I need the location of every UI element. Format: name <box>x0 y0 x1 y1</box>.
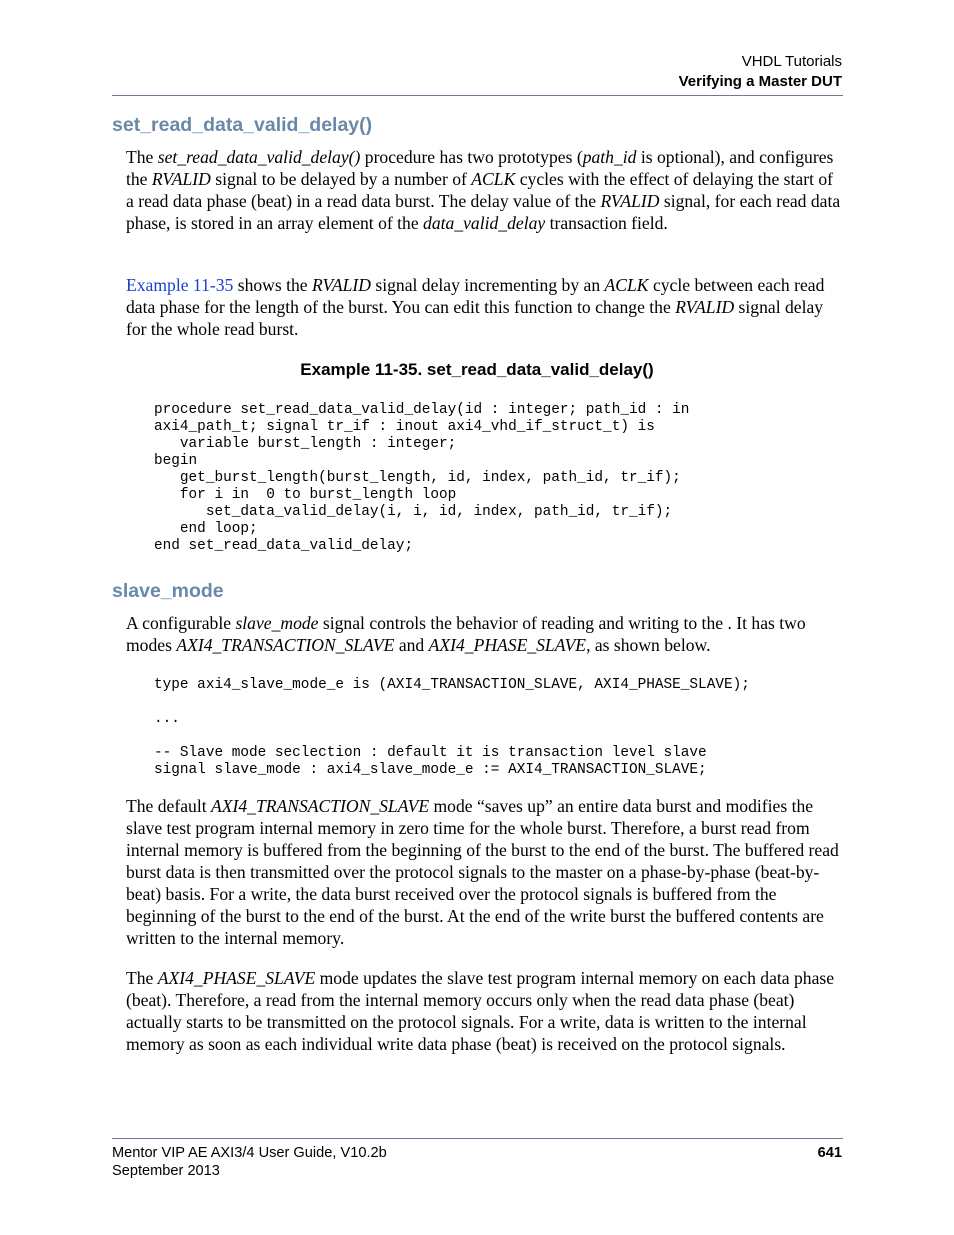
example-title: Example 11-35. set_read_data_valid_delay() <box>300 360 654 379</box>
paragraph-transaction-slave: The default AXI4_TRANSACTION_SLAVE mode “saves up” an entire data burst and modifies the slave test program internal memory in zero time for the whole burst. Therefore, a burst read from internal memory is buffered from the beginning of the burst to the end of the burst. The buffered read burst data is then transmitted over the protocol signals to the master on a phase-by-phase (beat-by-beat) basis. For a write, the data burst received over the protocol signals is buffered from the beginning of the burst to the end of the burst. At the end of the write burst the buffered contents are written to the internal memory. <box>126 796 839 948</box>
header-rule <box>112 95 843 96</box>
footer-rule <box>112 1138 843 1139</box>
page-header <box>679 52 842 92</box>
paragraph-phase-slave: The AXI4_PHASE_SLAVE mode updates the slave test program internal memory on each data phase (beat). Therefore, a read from the internal memory occurs only when the read data phase (beat) actually starts to be transmitted on the protocol signals. For a write, data is written to the internal memory as soon as each individual write data phase (beat) is received on the protocol signals. <box>126 968 835 1054</box>
paragraph-slave-mode-intro: A configurable slave_mode signal controls the behavior of reading and writing to the . It has two modes AXI4_TRANSACTION_SLAVE and AXI4_PHASE_SLAVE, as shown below. <box>126 613 806 655</box>
paragraph-intro: The set_read_data_valid_delay() procedure has two prototypes (path_id is optional), and configures the RVALID signal to be delayed by a number of ACLK cycles with the effect of delaying the start of a read data phase (beat) in a read data burst. The delay value of the RVALID signal, for each read data phase, is stored in an array element of the data_valid_delay transaction field. <box>126 147 841 233</box>
code-block-slave-mode: type axi4_slave_mode_e is (AXI4_TRANSACTION_SLAVE, AXI4_PHASE_SLAVE); ... -- Slave mode seclection : default it is transaction level slave signal slave_mode : axi4_slave_mode_e := AXI4_TRANSACTION_SLAVE; <box>154 677 750 778</box>
section-heading-set-read-data-valid-delay: set_read_data_valid_delay() <box>112 114 373 136</box>
example-link[interactable]: Example 11-35 <box>126 275 234 295</box>
page-footer <box>112 1144 387 1180</box>
page-number: 641 <box>817 1145 842 1161</box>
header-subsection: Verifying a Master DUT <box>678 73 842 90</box>
footer-doc-title: Mentor VIP AE AXI3/4 User Guide, V10.2b <box>112 1145 387 1161</box>
code-block-procedure: procedure set_read_data_valid_delay(id : integer; path_id : in axi4_path_t; signal tr_if : inout axi4_vhd_if_struct_t) is variable burst_length : integer; begin get_burst_length(burst_length, id, index, path_id, tr_if); for i in 0 to burst_length loop set_data_valid_delay(i, i, id, index, path_id, tr_if); end loop; end set_read_data_valid_delay; <box>154 402 690 554</box>
header-section: VHDL Tutorials <box>741 53 842 70</box>
section-heading-slave-mode: slave_mode <box>112 580 224 602</box>
paragraph-example-ref: Example 11-35 shows the RVALID signal delay incrementing by an ACLK cycle between each read data phase for the length of the burst. You can edit this function to change the RVALID signal delay for the whole read burst. <box>126 275 825 339</box>
footer-date: September 2013 <box>112 1163 220 1179</box>
